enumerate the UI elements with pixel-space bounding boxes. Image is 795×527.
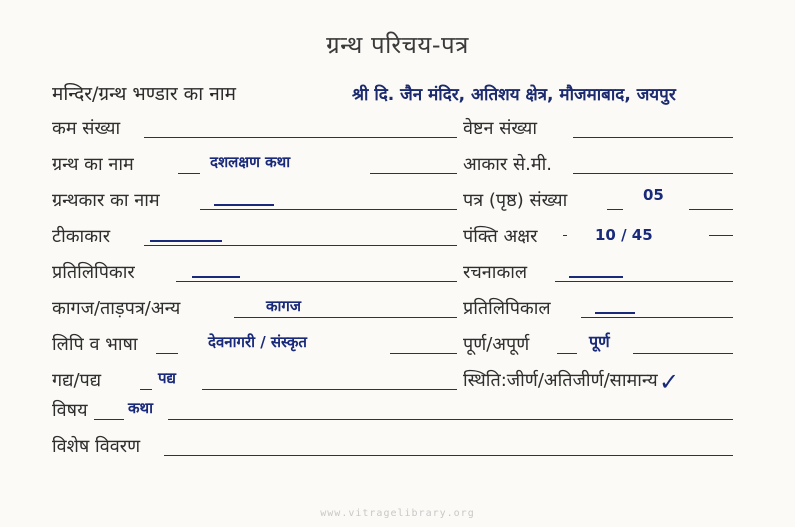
blank-line[interactable] [164, 455, 733, 456]
field-row-rachnakal [463, 258, 733, 288]
field-label: टीकाकार [52, 226, 111, 247]
field-value-pankti-akshar[interactable]: 10 / 45 [595, 226, 653, 244]
field-label: पंक्ति अक्षर [463, 226, 538, 247]
blank-line [563, 235, 567, 236]
blank-line [555, 281, 733, 282]
field-label: कागज/ताड़पत्र/अन्य [52, 298, 181, 319]
field-value-gadya-padya[interactable]: पद्य [158, 369, 176, 387]
field-value-vishay[interactable]: कथा [128, 399, 153, 417]
field-label: गद्य/पद्य [52, 370, 102, 391]
blank-line [234, 317, 457, 318]
blank-line [144, 245, 457, 246]
field-value-rachnakal-dash[interactable] [569, 276, 623, 278]
blank-line [144, 137, 457, 138]
blank-line [390, 353, 457, 354]
blank-line [557, 353, 577, 354]
field-row-gadya-padya [52, 366, 457, 396]
field-label: पत्र (पृष्ठ) संख्या [463, 190, 568, 211]
field-row-lipi-bhasha [52, 330, 457, 360]
field-row-vishesh-vivaran [52, 432, 733, 462]
field-row-akar [463, 150, 733, 180]
field-value-tikakar-dash[interactable] [150, 240, 222, 242]
field-label: कम संख्या [52, 118, 121, 139]
blank-line [200, 209, 457, 210]
field-label: ग्रन्थ का नाम [52, 154, 134, 175]
form-title: ग्रन्थ परिचय-पत्र [326, 31, 469, 59]
field-label: विषय [52, 400, 88, 421]
watermark: www.vitragelibrary.org [320, 508, 475, 519]
field-value-granth-naam[interactable]: दशलक्षण कथा [210, 153, 291, 171]
blank-line [573, 173, 733, 174]
blank-line [168, 419, 733, 420]
field-value-purna-apurna[interactable]: पूर्ण [589, 332, 610, 351]
field-label: लिपि व भाषा [52, 334, 138, 355]
field-value-patra-sankhya[interactable]: 05 [643, 186, 664, 204]
field-row-pankti-akshar [463, 222, 733, 252]
field-row-kram-sankhya [52, 114, 457, 144]
blank-line [689, 209, 733, 210]
field-value-granthkar-dash[interactable] [214, 204, 274, 206]
field-row-purna-apurna [463, 330, 733, 360]
field-label: ग्रन्थकार का नाम [52, 190, 160, 211]
field-row-veshtan-sankhya [463, 114, 733, 144]
blank-line [140, 389, 152, 390]
field-row-kagaj [52, 294, 457, 324]
blank-line [370, 173, 457, 174]
field-label: आकार से.मी. [463, 154, 553, 175]
field-row-granth-naam [52, 150, 457, 180]
field-value-kagaj[interactable]: कागज [266, 297, 301, 315]
checkmark-icon: ✓ [659, 368, 680, 396]
blank-line [573, 137, 733, 138]
field-label: पूर्ण/अपूर्ण [463, 334, 530, 355]
field-value-lipi-bhasha[interactable]: देवनागरी / संस्कृत [208, 333, 307, 351]
blank-line [178, 173, 200, 174]
field-value-pratilipikal-dash[interactable] [595, 312, 635, 314]
blank-line [156, 353, 178, 354]
blank-line [581, 317, 733, 318]
temple-name-value[interactable]: श्री दि. जैन मंदिर, अतिशय क्षेत्र, मौजमाबाद, जयपुर [352, 85, 676, 105]
blank-line [94, 419, 124, 420]
field-label: विशेष विवरण [52, 436, 141, 457]
field-row-sthiti [463, 366, 733, 396]
field-row-pratilipikal [463, 294, 733, 324]
field-label: प्रतिलिपिकाल [463, 298, 551, 319]
field-row-pratilipikar [52, 258, 457, 288]
field-value-pratilipikar-dash[interactable] [192, 276, 240, 278]
blank-line [607, 209, 623, 210]
field-label: वेष्टन संख्या [463, 118, 538, 139]
field-row-tikakar [52, 222, 457, 252]
temple-name-label: मन्दिर/ग्रन्थ भण्डार का नाम [52, 83, 237, 105]
field-label: रचनाकाल [463, 262, 528, 283]
blank-line [176, 281, 457, 282]
blank-line [709, 235, 733, 236]
field-row-patra-sankhya [463, 186, 733, 216]
blank-line [633, 353, 733, 354]
blank-line [202, 389, 457, 390]
field-row-granthkar [52, 186, 457, 216]
field-label: स्थिति:जीर्ण/अतिजीर्ण/सामान्य [463, 370, 658, 391]
field-label: प्रतिलिपिकार [52, 262, 135, 283]
field-row-vishay [52, 396, 733, 426]
